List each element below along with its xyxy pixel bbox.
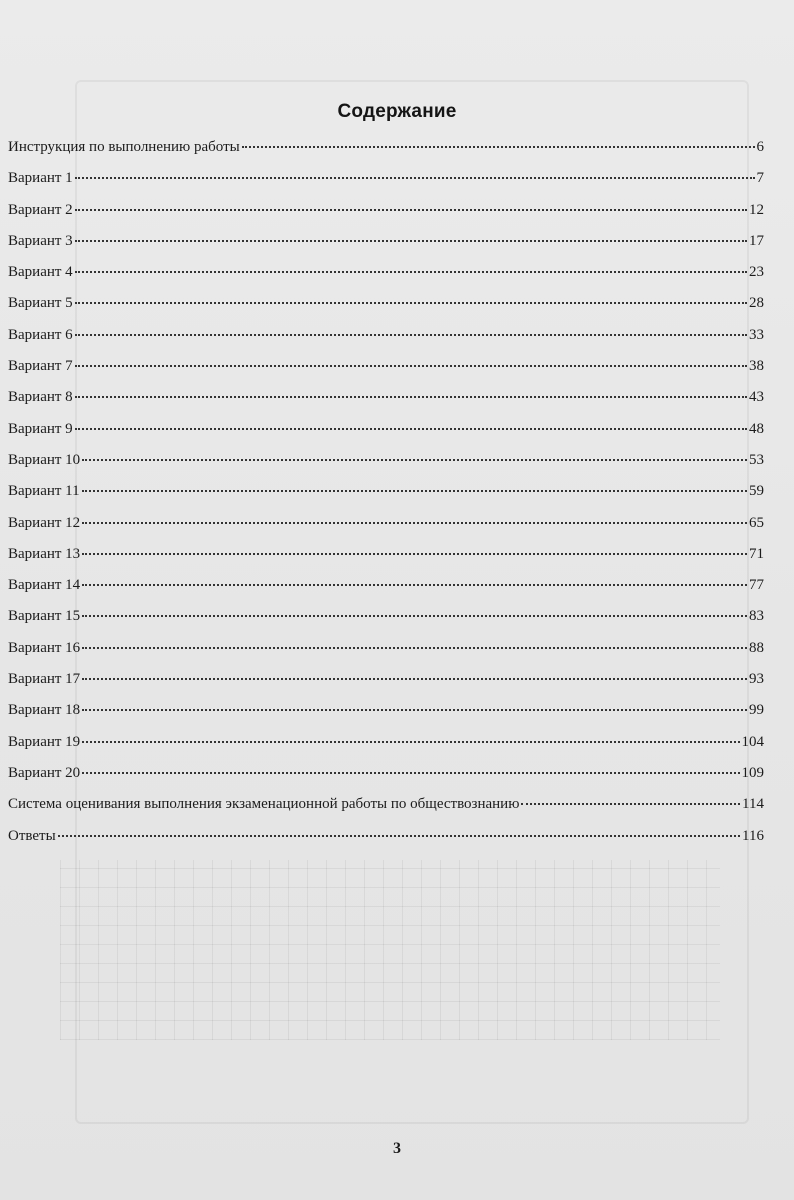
table-of-contents — [8, 139, 764, 859]
toc-entry-page: 77 — [749, 577, 764, 594]
toc-entry-label: Вариант 20 — [8, 764, 81, 781]
toc-entry-page: 109 — [741, 764, 764, 781]
toc-entry-page: 71 — [749, 545, 764, 562]
toc-entry-page: 93 — [749, 671, 764, 688]
toc-entry-label: Вариант 17 — [8, 671, 81, 688]
toc-entry — [8, 264, 764, 295]
toc-leader-dots — [75, 396, 747, 398]
toc-entry — [8, 170, 764, 201]
toc-entry — [8, 734, 764, 765]
toc-leader-dots — [82, 678, 747, 680]
toc-entry-label: Вариант 3 — [8, 232, 73, 249]
bleed-through-grid — [60, 860, 720, 1040]
toc-entry-page: 59 — [749, 483, 764, 500]
toc-leader-dots — [82, 459, 747, 461]
toc-entry — [8, 671, 764, 702]
toc-entry — [8, 796, 764, 827]
page-number: 3 — [393, 1140, 401, 1157]
toc-entry — [8, 483, 764, 514]
toc-entry-page: 114 — [742, 796, 764, 813]
toc-entry — [8, 608, 764, 639]
toc-entry-page: 33 — [749, 326, 764, 343]
toc-entry-page: 53 — [749, 451, 764, 468]
toc-entry-label: Инструкция по выполнению работы — [8, 139, 240, 155]
toc-entry-label: Вариант 2 — [8, 201, 73, 218]
toc-entry — [8, 389, 764, 420]
toc-entry — [8, 421, 764, 452]
toc-leader-dots — [82, 772, 739, 774]
toc-entry — [8, 828, 764, 859]
toc-entry — [8, 546, 764, 577]
toc-leader-dots — [75, 365, 747, 367]
toc-leader-dots — [82, 647, 747, 649]
toc-entry-page: 6 — [756, 139, 764, 155]
toc-entry-page: 88 — [749, 639, 764, 656]
toc-entry-label: Система оценивания выполнения экзаменационной работы по обществознанию — [8, 796, 520, 813]
toc-entry-label: Вариант 19 — [8, 733, 81, 750]
toc-entry — [8, 139, 764, 170]
toc-entry-label: Вариант 7 — [8, 358, 73, 375]
toc-entry-label: Вариант 11 — [8, 483, 80, 500]
toc-leader-dots — [82, 490, 747, 492]
toc-entry-page: 104 — [741, 733, 764, 750]
toc-entry — [8, 202, 764, 233]
toc-leader-dots — [75, 428, 747, 430]
toc-entry-page: 99 — [749, 702, 764, 719]
toc-leader-dots — [82, 584, 747, 586]
toc-entry — [8, 358, 764, 389]
toc-entry-page: 48 — [749, 420, 764, 437]
toc-entry-label: Вариант 5 — [8, 295, 73, 312]
toc-entry-label: Вариант 15 — [8, 608, 81, 625]
toc-leader-dots — [75, 209, 747, 211]
toc-leader-dots — [58, 835, 740, 837]
toc-entry-page: 65 — [749, 514, 764, 531]
toc-entry — [8, 765, 764, 796]
toc-entry — [8, 577, 764, 608]
toc-leader-dots — [82, 709, 747, 711]
toc-entry-page: 12 — [749, 201, 764, 218]
toc-entry-page: 23 — [749, 264, 764, 281]
toc-entry-page: 28 — [749, 295, 764, 312]
toc-entry — [8, 295, 764, 326]
toc-entry-label: Вариант 10 — [8, 451, 81, 468]
toc-entry-label: Вариант 8 — [8, 389, 73, 406]
toc-entry-page: 116 — [742, 827, 764, 844]
toc-entry-label: Ответы — [8, 827, 56, 844]
toc-entry-page: 38 — [749, 358, 764, 375]
toc-entry-label: Вариант 12 — [8, 514, 81, 531]
toc-entry-page: 83 — [749, 608, 764, 625]
toc-entry-label: Вариант 1 — [8, 170, 73, 187]
toc-entry-label: Вариант 9 — [8, 420, 73, 437]
toc-entry-page: 17 — [749, 232, 764, 249]
toc-leader-dots — [242, 146, 755, 148]
page-title: Содержание — [337, 101, 457, 122]
toc-leader-dots — [82, 615, 747, 617]
toc-leader-dots — [82, 522, 747, 524]
toc-entry-label: Вариант 14 — [8, 577, 81, 594]
toc-entry — [8, 327, 764, 358]
toc-entry — [8, 640, 764, 671]
toc-entry-page: 43 — [749, 389, 764, 406]
toc-leader-dots — [82, 741, 739, 743]
toc-entry-label: Вариант 18 — [8, 702, 81, 719]
toc-leader-dots — [75, 334, 747, 336]
toc-entry — [8, 515, 764, 546]
toc-leader-dots — [75, 177, 755, 179]
toc-entry-label: Вариант 16 — [8, 639, 81, 656]
toc-entry — [8, 702, 764, 733]
toc-leader-dots — [82, 553, 747, 555]
toc-leader-dots — [75, 240, 747, 242]
toc-entry — [8, 452, 764, 483]
toc-entry-label: Вариант 13 — [8, 545, 81, 562]
toc-entry-label: Вариант 4 — [8, 264, 73, 281]
toc-leader-dots — [75, 302, 747, 304]
toc-leader-dots — [521, 803, 740, 805]
toc-entry — [8, 233, 764, 264]
toc-leader-dots — [75, 271, 747, 273]
toc-entry-label: Вариант 6 — [8, 326, 73, 343]
toc-entry-page: 7 — [756, 170, 764, 187]
